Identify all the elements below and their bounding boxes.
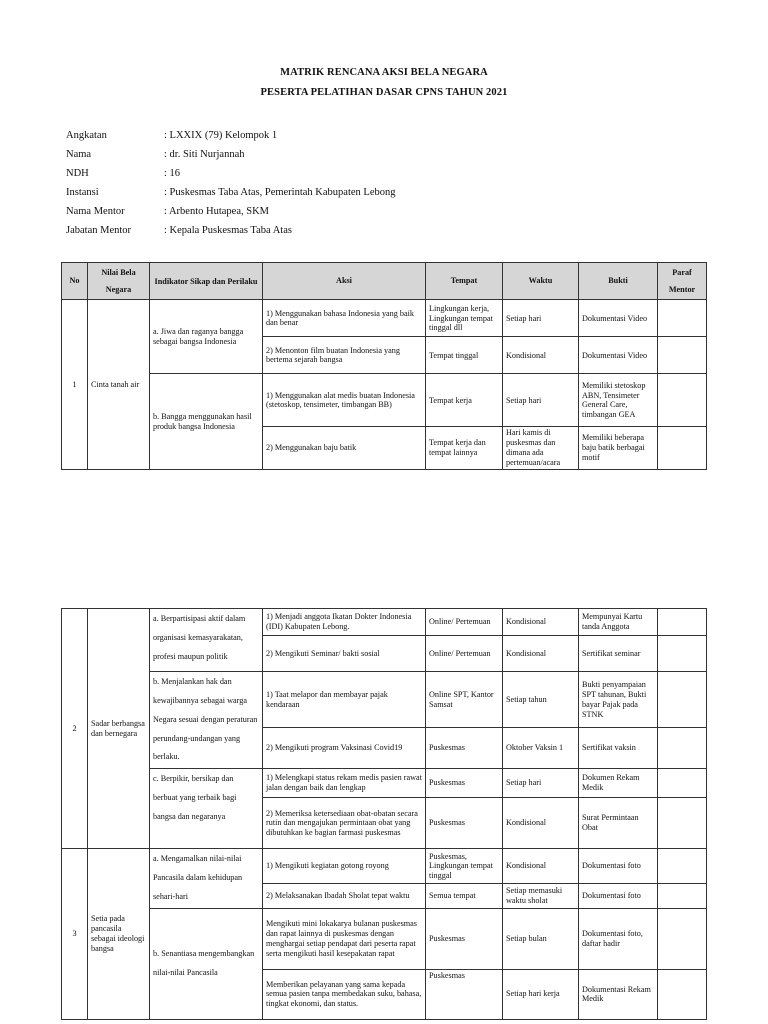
document-subtitle: PESERTA PELATIHAN DASAR CPNS TAHUN 2021 [260,87,508,98]
table-row [62,672,707,728]
cell-indikator: b. Menjalankan hak dan kewajibannya sebagai warga Negara sesuai dengan peraturan perundang-undangan yang berlaku. [150,672,263,769]
cell-waktu: Setiap hari [503,300,579,337]
cell-aksi: 1) Menjadi anggota Ikatan Dokter Indonesia (IDI) Kabupaten Lebong. [263,609,426,636]
header-paraf: Paraf Mentor [658,263,707,300]
cell-bukti: Dokumentasi Video [579,337,658,374]
info-label: Nama Mentor [66,206,125,217]
table-header-row [62,263,707,300]
cell-indikator: a. Berpartisipasi aktif dalam organisasi kemasyarakatan, profesi maupun politik [150,609,263,672]
cell-tempat: Puskesmas [426,908,503,969]
cell-aksi: 2) Mengikuti program Vaksinasi Covid19 [263,728,426,769]
info-value: : Puskesmas Taba Atas, Pemerintah Kabupaten Lebong [164,187,396,198]
cell-indikator: c. Berpikir, bersikap dan berbuat yang terbaik bagi bangsa dan negaranya [150,769,263,849]
cell-waktu: Setiap tahun [503,672,579,728]
cell-tempat: Tempat kerja [426,374,503,427]
cell-indikator: a. Jiwa dan raganya bangga sebagai bangsa Indonesia [150,300,263,374]
table-row [62,769,707,798]
info-value: : dr. Siti Nurjannah [164,149,245,160]
cell-paraf [658,636,707,672]
action-matrix-table-2 [61,608,707,1020]
cell-aksi: 1) Taat melapor dan membayar pajak kendaraan [263,672,426,728]
cell-waktu: Setiap hari kerja [503,969,579,1019]
table-row [62,849,707,884]
header-tempat: Tempat [426,263,503,300]
info-label: Instansi [66,187,99,198]
cell-tempat: Puskesmas [426,728,503,769]
info-value: : 16 [164,168,181,179]
info-value: : Arbento Hutapea, SKM [164,206,269,217]
header-bukti: Bukti [579,263,658,300]
cell-bukti: Bukti penyampaian SPT tahunan, Bukti bayar Pajak pada STNK [579,672,658,728]
cell-waktu: Setiap bulan [503,908,579,969]
cell-paraf [658,908,707,969]
cell-paraf [658,609,707,636]
cell-bukti: Dokumen Rekam Medik [579,769,658,798]
cell-paraf [658,427,707,469]
cell-aksi: 1) Melengkapi status rekam medis pasien rawat jalan dengan baik dan lengkap [263,769,426,798]
cell-waktu: Hari kamis di puskesmas dan dimana ada pertemuan/acara [503,427,579,469]
cell-indikator: b. Bangga menggunakan hasil produk bangsa Indonesia [150,374,263,469]
cell-paraf [658,884,707,908]
cell-paraf [658,300,707,337]
cell-bukti: Mempunyai Kartu tanda Anggota [579,609,658,636]
info-row-nama [66,145,395,164]
cell-tempat: Puskesmas [426,798,503,849]
cell-nilai: Cinta tanah air [88,300,150,469]
info-label: Jabatan Mentor [66,225,132,236]
cell-paraf [658,728,707,769]
header-waktu: Waktu [503,263,579,300]
cell-paraf [658,849,707,884]
cell-tempat: Semua tempat [426,884,503,908]
cell-waktu: Kondisional [503,798,579,849]
cell-tempat: Tempat kerja dan tempat lainnya [426,427,503,469]
cell-bukti: Surat Permintaan Obat [579,798,658,849]
cell-bukti: Memiliki beberapa baju batik berbagai motif [579,427,658,469]
cell-paraf [658,769,707,798]
cell-bukti: Dokumentasi Video [579,300,658,337]
cell-waktu: Kondisional [503,849,579,884]
cell-no: 1 [62,300,88,469]
cell-aksi: Mengikuti mini lokakarya bulanan puskesmas dan rapat lainnya di puskesmas dengan menghargai setiap pendapat dari peserta rapat serta mengikuti hasil kesepakatan rapat [263,908,426,969]
info-row-ndh [66,164,395,183]
cell-aksi: 1) Mengikuti kegiatan gotong royong [263,849,426,884]
cell-waktu: Kondisional [503,636,579,672]
cell-bukti: Dokumentasi foto [579,849,658,884]
info-label: Nama [66,149,92,160]
info-row-angkatan [66,126,395,145]
info-label: Angkatan [66,130,107,141]
cell-tempat: Online/ Pertemuan [426,609,503,636]
info-value: : LXXIX (79) Kelompok 1 [164,130,278,141]
cell-bukti: Dokumentasi Rekam Medik [579,969,658,1019]
cell-paraf [658,374,707,427]
cell-aksi: 2) Menonton film buatan Indonesia yang bertema sejarah bangsa [263,337,426,374]
cell-paraf [658,798,707,849]
cell-bukti: Sertifikat vaksin [579,728,658,769]
cell-bukti: Dokumentasi foto, daftar hadir [579,908,658,969]
cell-nilai: Sadar berbangsa dan bernegara [88,609,150,849]
cell-aksi: 2) Menggunakan baju batik [263,427,426,469]
cell-tempat: Online SPT, Kantor Samsat [426,672,503,728]
cell-tempat: Puskesmas [426,969,503,1019]
table-row [62,374,707,427]
cell-aksi: 2) Melaksanakan Ibadah Sholat tepat waktu [263,884,426,908]
cell-aksi: 2) Memeriksa ketersediaan obat-obatan secara rutin dan mengajukan permintaan obat yang dibutuhkan ke bagian farmasi puskesmas [263,798,426,849]
cell-waktu: Setiap hari [503,374,579,427]
cell-tempat: Lingkungan kerja, Lingkungan tempat tinggal dll [426,300,503,337]
cell-paraf [658,969,707,1019]
cell-aksi: 1) Menggunakan alat medis buatan Indonesia (stetoskop, tensimeter, timbangan BB) [263,374,426,427]
participant-info [66,126,395,240]
cell-bukti: Sertifikat seminar [579,636,658,672]
cell-indikator: b. Senantiasa mengembangkan nilai-nilai Pancasila [150,908,263,1019]
cell-tempat: Puskesmas, Lingkungan tempat tinggal [426,849,503,884]
cell-no: 2 [62,609,88,849]
cell-no: 3 [62,849,88,1020]
info-row-jabatan-mentor [66,221,395,240]
document-title: MATRIK RENCANA AKSI BELA NEGARA [280,67,488,78]
cell-bukti: Dokumentasi foto [579,884,658,908]
header-nilai: Nilai Bela Negara [88,263,150,300]
cell-bukti: Memiliki stetoskop ABN, Tensimeter General Care, timbangan GEA [579,374,658,427]
header-aksi: Aksi [263,263,426,300]
cell-waktu: Kondisional [503,337,579,374]
cell-indikator: a. Mengamalkan nilai-nilai Pancasila dalam kehidupan sehari-hari [150,849,263,909]
action-matrix-table-1 [61,262,707,470]
cell-paraf [658,337,707,374]
cell-aksi: 1) Menggunakan bahasa Indonesia yang baik dan benar [263,300,426,337]
cell-waktu: Setiap memasuki waktu sholat [503,884,579,908]
info-row-mentor [66,202,395,221]
cell-aksi: 2) Mengikuti Seminar/ bakti sosial [263,636,426,672]
cell-waktu: Oktober Vaksin 1 [503,728,579,769]
header-no: No [62,263,88,300]
table-row [62,908,707,969]
cell-paraf [658,672,707,728]
cell-aksi: Memberikan pelayanan yang sama kepada semua pasien tanpa membedakan suku, bahasa, tingkat ekonomi, dan status. [263,969,426,1019]
header-indikator: Indikator Sikap dan Perilaku [150,263,263,300]
info-row-instansi [66,183,395,202]
cell-waktu: Kondisional [503,609,579,636]
cell-nilai: Setia pada pancasila sebagai ideologi bangsa [88,849,150,1020]
table-row [62,609,707,636]
cell-tempat: Tempat tinggal [426,337,503,374]
info-label: NDH [66,168,89,179]
info-value: : Kepala Puskesmas Taba Atas [164,225,292,236]
cell-tempat: Puskesmas [426,769,503,798]
cell-tempat: Online/ Pertemuan [426,636,503,672]
table-row [62,300,707,337]
cell-waktu: Setiap hari [503,769,579,798]
